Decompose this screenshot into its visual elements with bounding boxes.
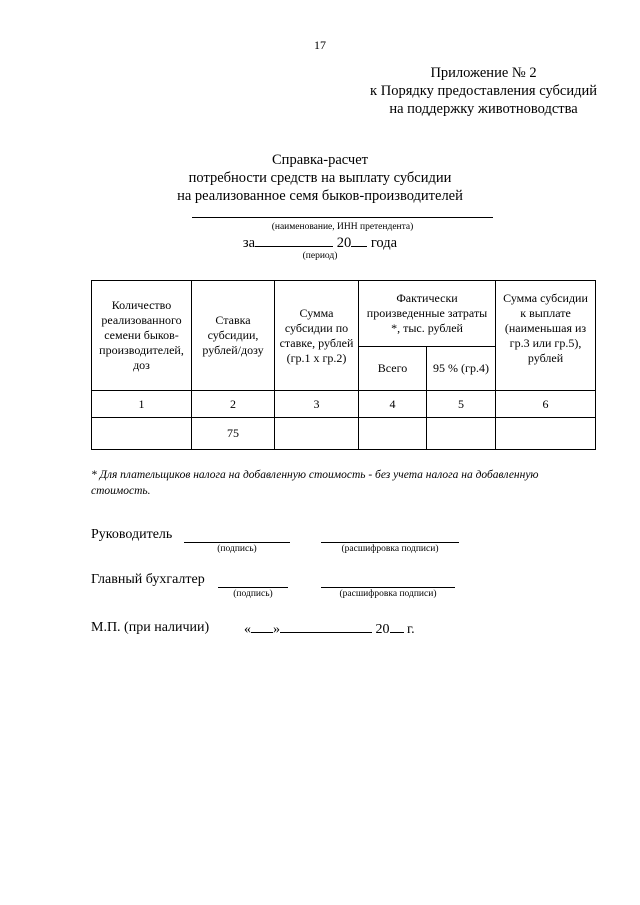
head-decoding-line [321, 527, 459, 543]
subsidy-table [91, 280, 596, 450]
header-95-percent: 95 % (гр.4) [427, 347, 496, 391]
date-day-blank [251, 620, 273, 633]
data-cell [427, 418, 496, 450]
applicant-name-line [192, 217, 493, 218]
appendix-line-2: к Порядку предоставления субсидий [370, 83, 597, 99]
stamp-label: М.П. (при наличии) [91, 620, 210, 635]
date-line [244, 620, 415, 638]
appendix-line-3: на поддержку животноводства [389, 101, 578, 117]
date-month-blank [280, 620, 372, 633]
column-number: 6 [496, 391, 596, 418]
data-cell [496, 418, 596, 450]
column-number: 5 [427, 391, 496, 418]
period-prefix: за [242, 235, 256, 251]
data-cell [92, 418, 192, 450]
column-number: 2 [192, 391, 275, 418]
column-number: 1 [92, 391, 192, 418]
appendix-line-1: Приложение № 2 [430, 65, 537, 81]
head-signature-caption: (подпись) [217, 544, 257, 554]
data-cell [275, 418, 359, 450]
header-quantity: Количество реализованного семени быков-производителей, доз [92, 281, 192, 391]
footnote: * Для плательщиков налога на добавленную стоимость - без учета налога на добавленную стоимость. [91, 469, 539, 497]
date-year-prefix: 20 [375, 622, 390, 637]
date-year-blank [390, 620, 404, 633]
header-total: Всего [359, 347, 427, 391]
period-suffix: года [370, 235, 398, 251]
head-label: Руководитель [91, 527, 173, 542]
header-actual-costs: Фактически произведенные затраты *, тыс. рублей [359, 281, 496, 347]
accountant-signature-line [218, 572, 288, 588]
data-cell [359, 418, 427, 450]
accountant-decoding-line [321, 572, 455, 588]
period-caption: (период) [302, 251, 338, 261]
period-year-blank [351, 234, 367, 247]
appendix-header [370, 64, 597, 118]
column-number: 4 [359, 391, 427, 418]
date-suffix: г. [407, 622, 415, 637]
data-cell-rate: 75 [192, 418, 275, 450]
header-subsidy-by-rate: Сумма субсидии по ставке, рублей (гр.1 х гр.2) [275, 281, 359, 391]
applicant-caption: (наименование, ИНН претендента) [271, 222, 414, 232]
title-line-2: потребности средств на выплату субсидии [188, 170, 452, 186]
head-decoding-caption: (расшифровка подписи) [341, 544, 439, 554]
period-blank [255, 234, 333, 247]
period-line [0, 234, 640, 252]
accountant-label: Главный бухгалтер [91, 572, 205, 587]
accountant-signature-caption: (подпись) [233, 589, 273, 599]
header-subsidy-payable: Сумма субсидии к выплате (наименьшая из гр.3 или гр.5), рублей [496, 281, 596, 391]
page-number: 17 [314, 38, 326, 52]
column-number: 3 [275, 391, 359, 418]
date-open-quote: « [244, 622, 251, 637]
accountant-decoding-caption: (расшифровка подписи) [339, 589, 437, 599]
document-title [0, 151, 640, 205]
title-line-3: на реализованное семя быков-производителей [177, 188, 463, 204]
period-year-prefix: 20 [336, 235, 352, 251]
header-rate: Ставка субсидии, рублей/дозу [192, 281, 275, 391]
head-signature-line [184, 527, 290, 543]
title-line-1: Справка-расчет [272, 152, 368, 168]
date-close-quote: » [273, 622, 280, 637]
